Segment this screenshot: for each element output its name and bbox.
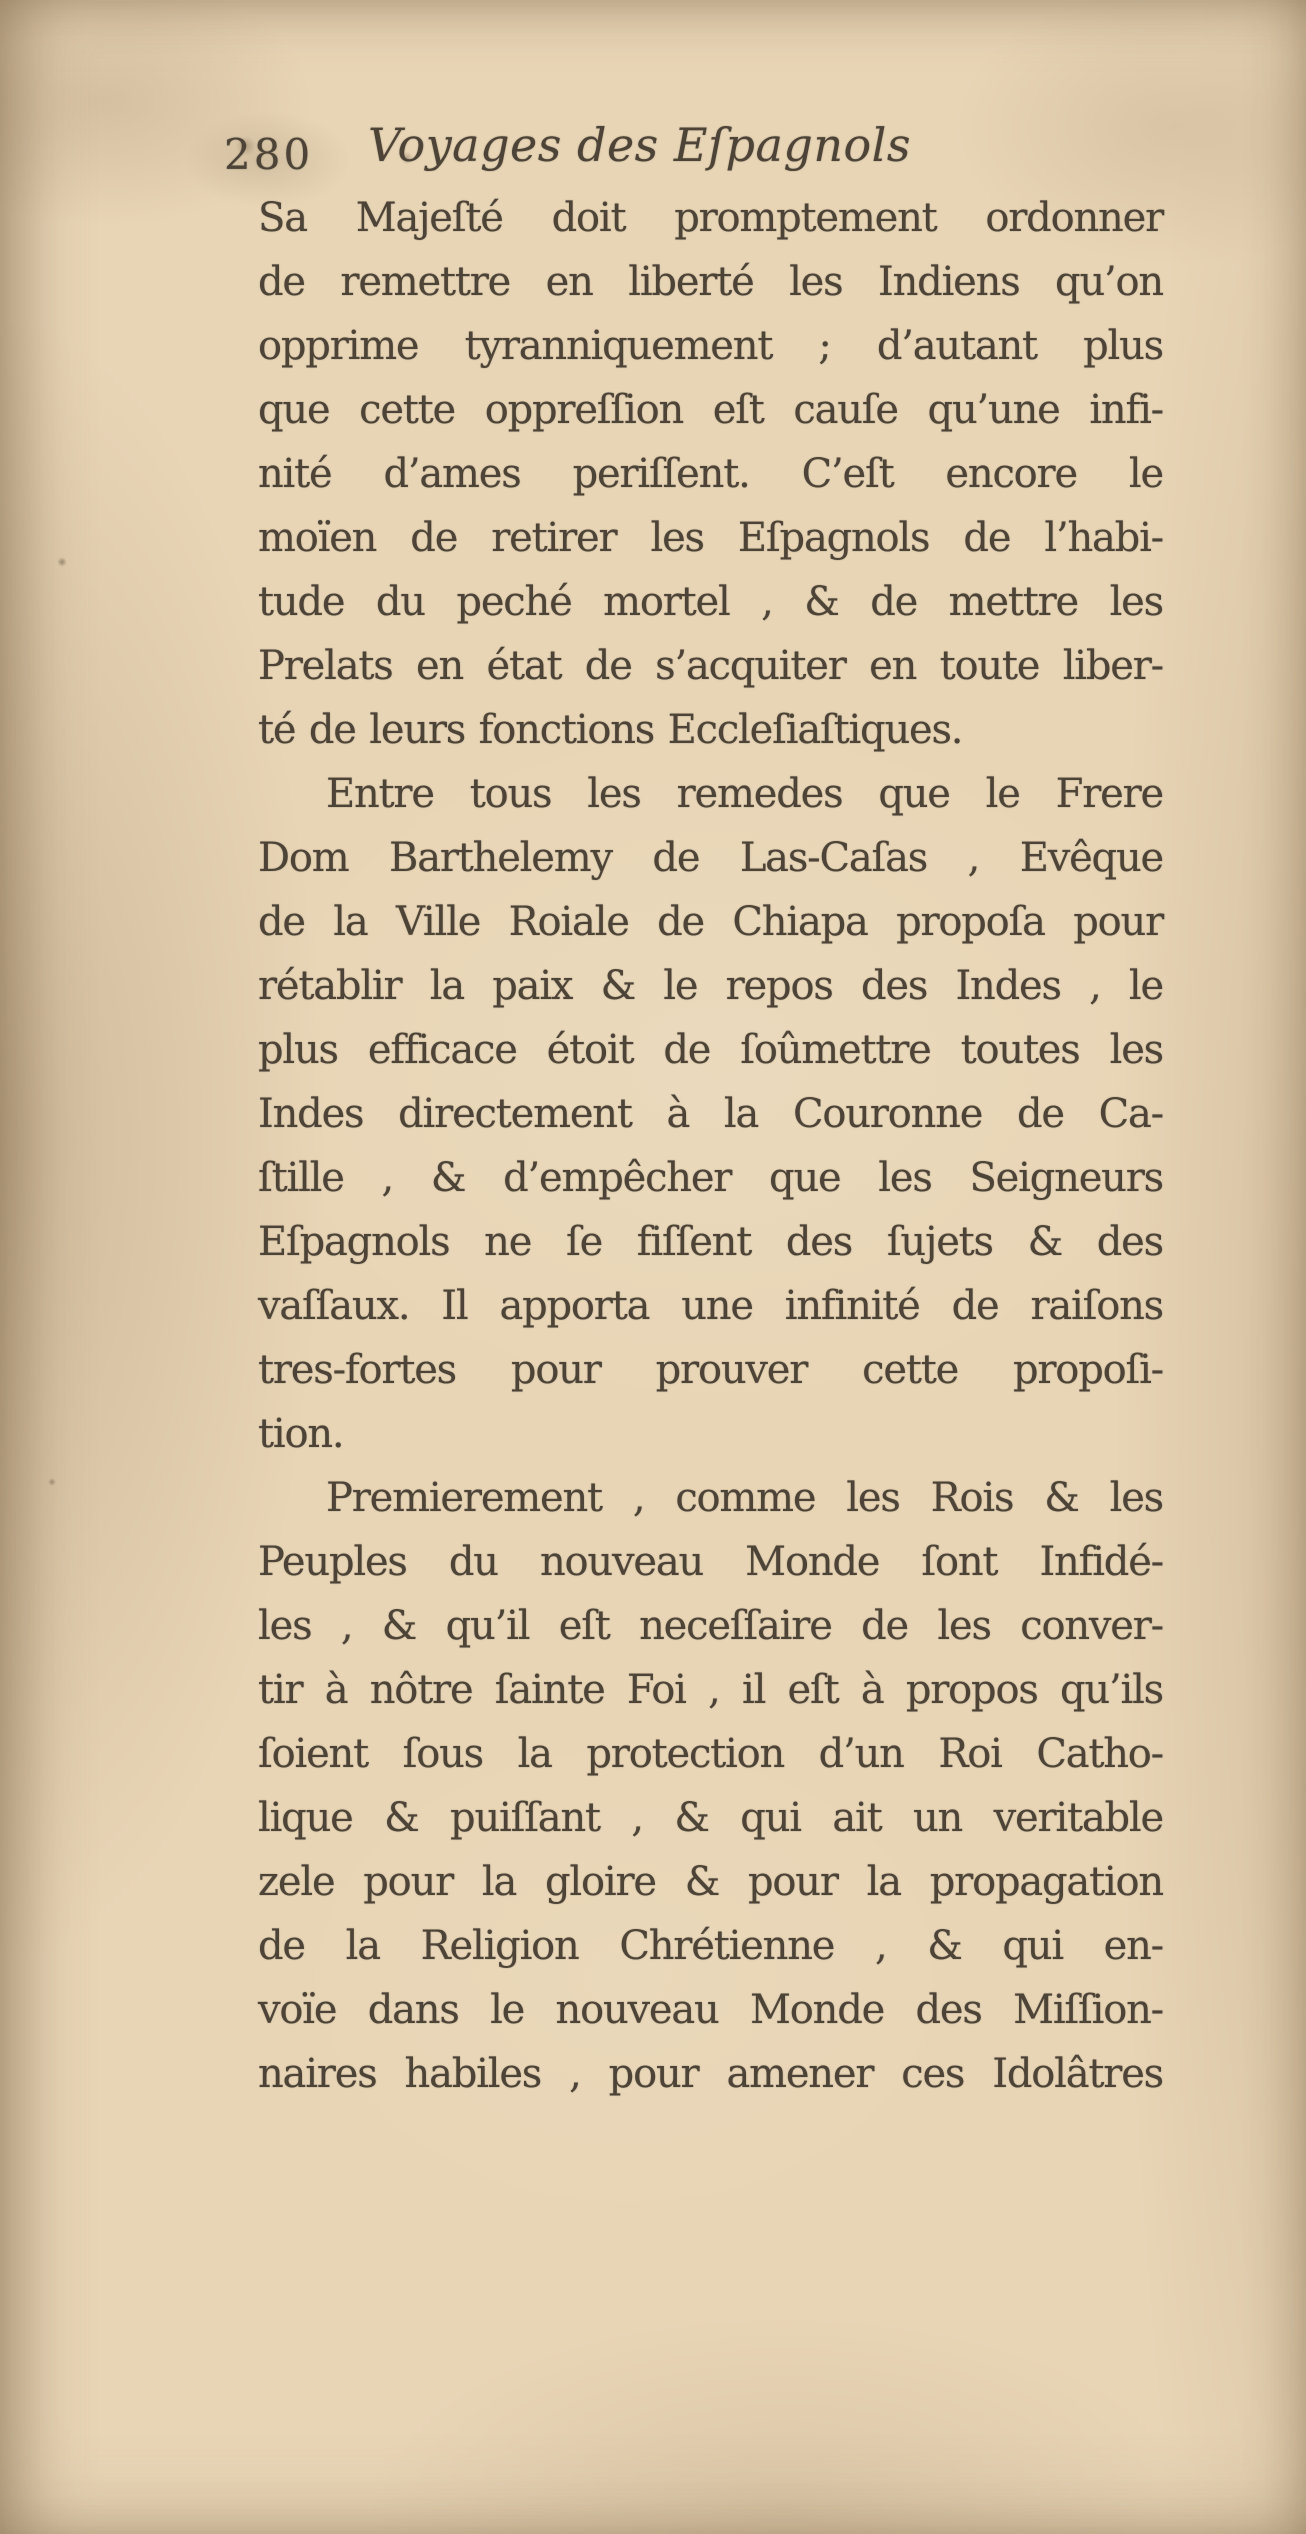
text-line: rétablir la paix & le repos des Indes , le [258, 963, 1163, 1009]
running-header [0, 0, 1306, 200]
text-line: Dom Barthelemy de Las-Caſas , Evêque [258, 835, 1163, 881]
text-line: de la Ville Roiale de Chiapa propoſa pour [258, 899, 1163, 945]
text-line: Sa Majeſté doit promptement ordonner [258, 195, 1163, 241]
text-line: moïen de retirer les Eſpagnols de l’habi- [258, 515, 1163, 561]
text-line: ſtille , & d’empêcher que les Seigneurs [258, 1155, 1163, 1201]
text-line: tir à nôtre ſainte Foi , il eſt à propos qu’ils [258, 1667, 1163, 1713]
body-text [258, 186, 1163, 2106]
text-line: té de leurs fonctions Eccleſiaſtiques. [258, 707, 963, 753]
text-line: nité d’ames periſſent. C’eſt encore le [258, 451, 1163, 497]
text-line: Premierement , comme les Rois & les [326, 1475, 1163, 1521]
running-header-title: Voyages des Eſpagnols [368, 118, 911, 172]
text-line: que cette oppreſſion eſt cauſe qu’une infi- [258, 387, 1163, 433]
text-line: les , & qu’il eſt neceſſaire de les conver- [258, 1603, 1163, 1649]
text-line: Indes directement à la Couronne de Ca- [258, 1091, 1163, 1137]
text-line: de remettre en liberté les Indiens qu’on [258, 259, 1163, 305]
text-line: lique & puiſſant , & qui ait un veritable [258, 1795, 1163, 1841]
text-line: tion. [258, 1411, 344, 1457]
text-line: Eſpagnols ne ſe fiſſent des ſujets & des [258, 1219, 1163, 1265]
text-line: voïe dans le nouveau Monde des Miſſion- [258, 1987, 1163, 2033]
text-line: ſoient ſous la protection d’un Roi Catho- [258, 1731, 1163, 1777]
text-line: zele pour la gloire & pour la propagation [258, 1859, 1163, 1905]
text-line: de la Religion Chrétienne , & qui en- [258, 1923, 1163, 1969]
text-line: vaſſaux. Il apporta une infinité de raiſons [258, 1283, 1163, 1329]
text-line: opprime tyranniquement ; d’autant plus [258, 323, 1163, 369]
text-line: Peuples du nouveau Monde ſont Infidé- [258, 1539, 1163, 1585]
text-line: naires habiles , pour amener ces Idolâtres [258, 2051, 1163, 2097]
text-line: Prelats en état de s’acquiter en toute liber- [258, 643, 1163, 689]
text-line: Entre tous les remedes que le Frere [326, 771, 1163, 817]
text-line: tres-fortes pour prouver cette propoſi- [258, 1347, 1163, 1393]
page-number: 280 [224, 130, 314, 179]
text-line: tude du peché mortel , & de mettre les [258, 579, 1163, 625]
text-line: plus efficace étoit de ſoûmettre toutes les [258, 1027, 1163, 1073]
